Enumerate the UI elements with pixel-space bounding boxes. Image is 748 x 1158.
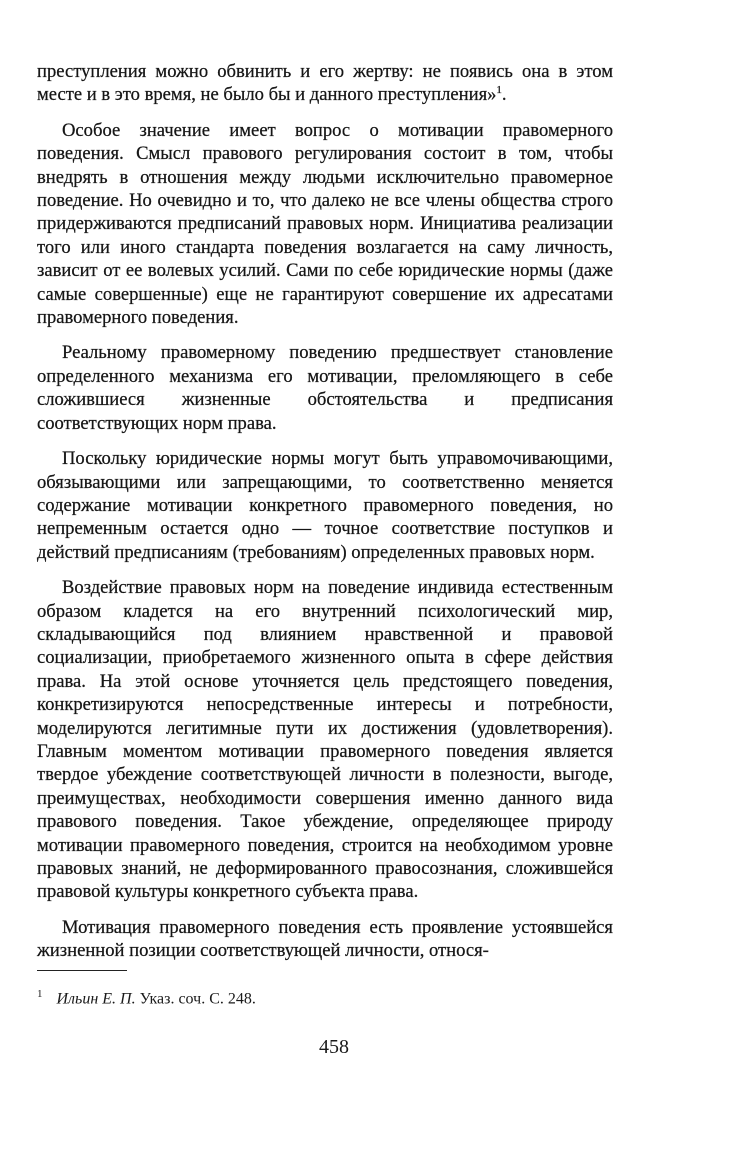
footnote (37, 988, 256, 1008)
paragraph-1 (37, 60, 613, 107)
footnote-reference[interactable]: 1 (496, 84, 502, 97)
paragraph-2: Особое значение имеет вопрос о мотивации правомерного поведения. Смысл правового регулирования состоит в том, чтобы внедрять в отношения между людьми исключительно правомерное поведение. Но очевидно и то, что далеко не все члены общества строго придерживаются предписаний правовых норм. Инициатива реализации того или иного стандарта поведения возлагается на саму личность, зависит от ее волевых усилий. Сами по себе юридические нормы (даже самые совершенные) еще не гарантируют совершение их адресатами правомерного поведения. (37, 119, 613, 329)
main-text (37, 60, 613, 963)
paragraph-6: Мотивация правомерного поведения есть проявление устоявшейся жизненной позиции соответствующей личности, относя- (37, 916, 613, 962)
footnote-divider (37, 970, 127, 971)
paragraph-3: Реальному правомерному поведению предшествует становление определенного механизма его мотивации, преломляющего в себе сложившиеся жизненные обстоятельства и предписания соответствующих норм права. (37, 342, 613, 434)
paragraph-1-tail: . (501, 84, 507, 106)
paragraph-1-text: преступления можно обвинить и его жертву: не появись она в этом месте и в это время, не было бы и данного преступления» (37, 61, 613, 106)
footnote-author: Ильин Е. П. (56, 990, 136, 1008)
paragraph-5: Воздействие правовых норм на поведение индивида естественным образом кладется на его внутренний психологический мир, складывающийся под влиянием нравственной и правовой социализации, приобретаемого жизненного опыта в сфере действия права. На этой основе уточняется цель предстоящего поведения, конкретизируются непосредственные интересы и потребности, моделируются легитимные пути их достижения (удовлетворения). Главным моментом мотивации правомерного поведения является твердое убеждение соответствующей личности в полезности, выгоде, преимуществах, необходимости совершения именно данного вида правового поведения. Такое убеждение, определяющее природу мотивации правомерного поведения, строится на необходимом уровне правовых знаний, не деформированного правосознания, сложившейся правовой культуры конкретного субъекта права. (37, 577, 613, 903)
footnote-source: Указ. соч. С. 248. (135, 990, 256, 1008)
page-number: 458 (319, 1036, 349, 1058)
footnote-mark: 1 (37, 988, 43, 1000)
paragraph-4: Поскольку юридические нормы могут быть управомочивающими, обязывающими или запрещающими, то соответственно меняется содержание мотивации конкретного правомерного поведения, но непременным остается одно — точное соответствие поступков и действий предписаниям (требованиям) определенных правовых норм. (37, 448, 613, 563)
